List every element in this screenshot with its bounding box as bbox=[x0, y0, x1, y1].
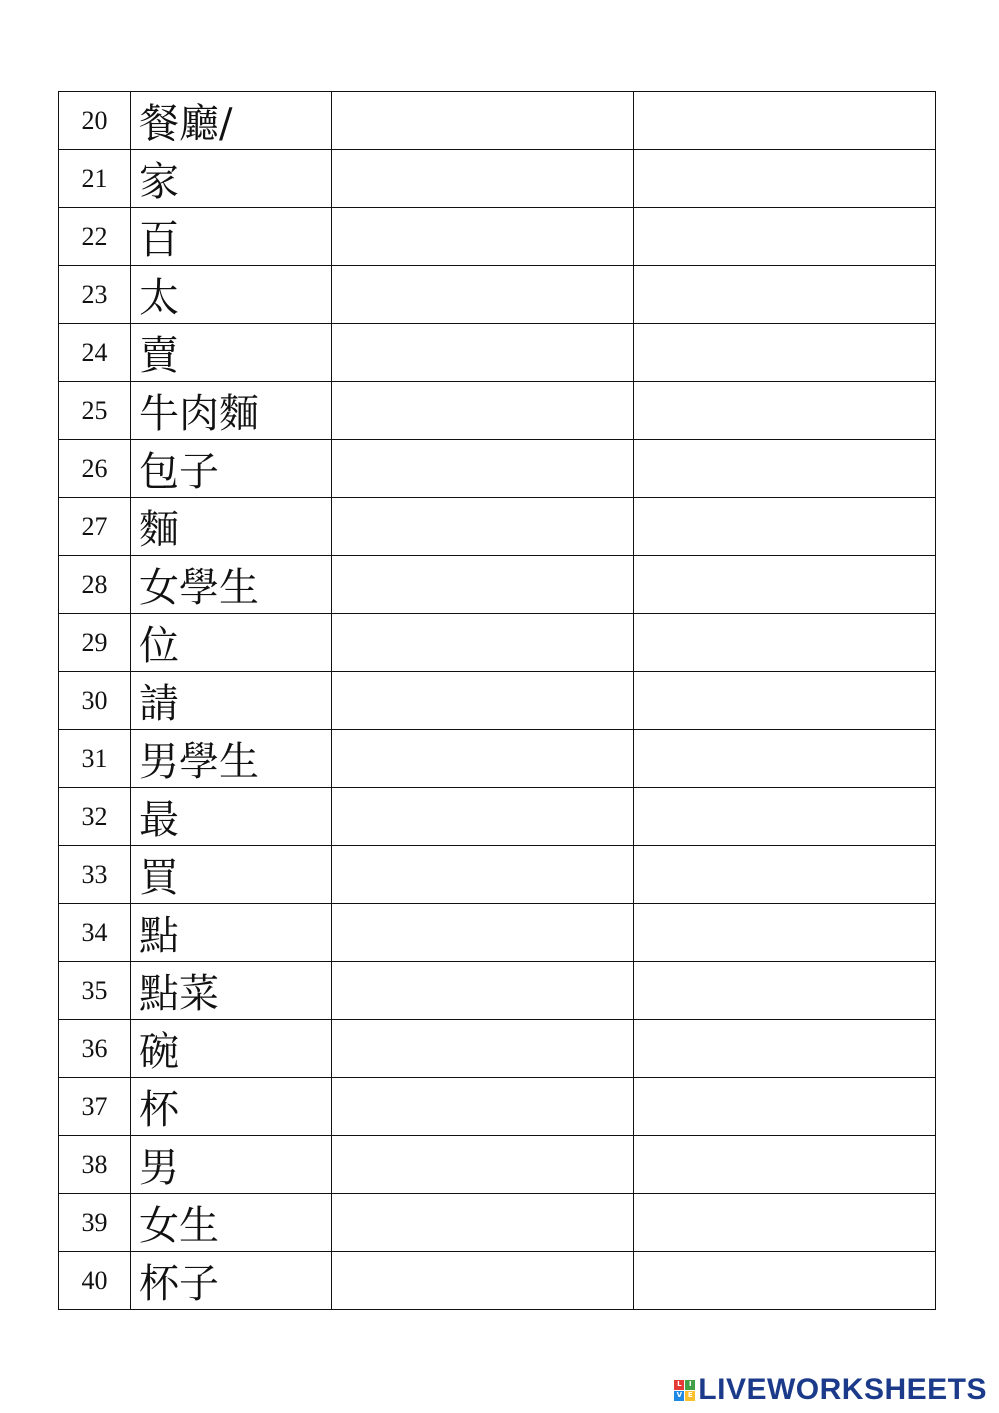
row-number: 22 bbox=[59, 208, 131, 266]
vocabulary-word: 男 bbox=[131, 1136, 332, 1194]
answer-cell-1[interactable] bbox=[332, 904, 634, 962]
answer-cell-1[interactable] bbox=[332, 1194, 634, 1252]
row-number: 31 bbox=[59, 730, 131, 788]
answer-cell-1[interactable] bbox=[332, 382, 634, 440]
liveworksheets-brand bbox=[674, 1373, 987, 1407]
row-number: 36 bbox=[59, 1020, 131, 1078]
vocabulary-word: 請 bbox=[131, 672, 332, 730]
vocabulary-word: 位 bbox=[131, 614, 332, 672]
table-row bbox=[59, 1136, 936, 1194]
row-number: 39 bbox=[59, 1194, 131, 1252]
row-number: 40 bbox=[59, 1252, 131, 1310]
table-row bbox=[59, 962, 936, 1020]
answer-cell-1[interactable] bbox=[332, 1020, 634, 1078]
answer-cell-2[interactable] bbox=[634, 730, 936, 788]
answer-cell-1[interactable] bbox=[332, 788, 634, 846]
answer-cell-1[interactable] bbox=[332, 614, 634, 672]
answer-cell-2[interactable] bbox=[634, 382, 936, 440]
answer-cell-1[interactable] bbox=[332, 556, 634, 614]
row-number: 25 bbox=[59, 382, 131, 440]
answer-cell-1[interactable] bbox=[332, 1252, 634, 1310]
row-number: 29 bbox=[59, 614, 131, 672]
answer-cell-1[interactable] bbox=[332, 498, 634, 556]
table-row bbox=[59, 1252, 936, 1310]
vocabulary-word: 餐廳/ bbox=[131, 92, 332, 150]
answer-cell-2[interactable] bbox=[634, 150, 936, 208]
answer-cell-2[interactable] bbox=[634, 1252, 936, 1310]
vocabulary-word: 女學生 bbox=[131, 556, 332, 614]
table-row bbox=[59, 498, 936, 556]
vocabulary-word: 買 bbox=[131, 846, 332, 904]
answer-cell-2[interactable] bbox=[634, 1020, 936, 1078]
answer-cell-2[interactable] bbox=[634, 1194, 936, 1252]
answer-cell-2[interactable] bbox=[634, 904, 936, 962]
table-row bbox=[59, 730, 936, 788]
answer-cell-1[interactable] bbox=[332, 1136, 634, 1194]
row-number: 27 bbox=[59, 498, 131, 556]
answer-cell-1[interactable] bbox=[332, 672, 634, 730]
answer-cell-2[interactable] bbox=[634, 324, 936, 382]
answer-cell-1[interactable] bbox=[332, 962, 634, 1020]
answer-cell-1[interactable] bbox=[332, 324, 634, 382]
vocabulary-table-body bbox=[59, 92, 936, 1310]
logo-letter: E bbox=[685, 1391, 695, 1401]
brand-name: LIVEWORKSHEETS bbox=[698, 1373, 987, 1406]
table-row bbox=[59, 672, 936, 730]
logo-letter: L bbox=[674, 1380, 684, 1390]
row-number: 34 bbox=[59, 904, 131, 962]
vocabulary-word: 點 bbox=[131, 904, 332, 962]
table-row bbox=[59, 1020, 936, 1078]
vocabulary-word: 牛肉麵 bbox=[131, 382, 332, 440]
row-number: 26 bbox=[59, 440, 131, 498]
row-number: 38 bbox=[59, 1136, 131, 1194]
table-row bbox=[59, 1078, 936, 1136]
liveworksheets-logo-icon bbox=[674, 1380, 695, 1401]
row-number: 33 bbox=[59, 846, 131, 904]
answer-cell-1[interactable] bbox=[332, 266, 634, 324]
table-row bbox=[59, 150, 936, 208]
row-number: 21 bbox=[59, 150, 131, 208]
table-row bbox=[59, 266, 936, 324]
answer-cell-2[interactable] bbox=[634, 846, 936, 904]
row-number: 35 bbox=[59, 962, 131, 1020]
table-row bbox=[59, 788, 936, 846]
answer-cell-1[interactable] bbox=[332, 92, 634, 150]
row-number: 30 bbox=[59, 672, 131, 730]
row-number: 24 bbox=[59, 324, 131, 382]
answer-cell-2[interactable] bbox=[634, 788, 936, 846]
vocabulary-word: 最 bbox=[131, 788, 332, 846]
table-row bbox=[59, 904, 936, 962]
answer-cell-1[interactable] bbox=[332, 1078, 634, 1136]
table-row bbox=[59, 556, 936, 614]
vocabulary-word: 杯 bbox=[131, 1078, 332, 1136]
vocabulary-word: 太 bbox=[131, 266, 332, 324]
vocabulary-word: 杯子 bbox=[131, 1252, 332, 1310]
vocabulary-word: 男學生 bbox=[131, 730, 332, 788]
answer-cell-2[interactable] bbox=[634, 440, 936, 498]
logo-letter: I bbox=[685, 1380, 695, 1390]
answer-cell-2[interactable] bbox=[634, 266, 936, 324]
vocabulary-word: 女生 bbox=[131, 1194, 332, 1252]
answer-cell-1[interactable] bbox=[332, 208, 634, 266]
answer-cell-2[interactable] bbox=[634, 962, 936, 1020]
vocabulary-word: 碗 bbox=[131, 1020, 332, 1078]
answer-cell-2[interactable] bbox=[634, 1078, 936, 1136]
answer-cell-2[interactable] bbox=[634, 672, 936, 730]
row-number: 37 bbox=[59, 1078, 131, 1136]
table-row bbox=[59, 324, 936, 382]
table-row bbox=[59, 208, 936, 266]
answer-cell-1[interactable] bbox=[332, 730, 634, 788]
table-row bbox=[59, 1194, 936, 1252]
row-number: 32 bbox=[59, 788, 131, 846]
answer-cell-2[interactable] bbox=[634, 208, 936, 266]
table-row bbox=[59, 846, 936, 904]
vocabulary-word: 百 bbox=[131, 208, 332, 266]
table-row bbox=[59, 92, 936, 150]
row-number: 23 bbox=[59, 266, 131, 324]
answer-cell-2[interactable] bbox=[634, 498, 936, 556]
table-row bbox=[59, 614, 936, 672]
answer-cell-2[interactable] bbox=[634, 92, 936, 150]
logo-letter: V bbox=[674, 1391, 684, 1401]
row-number: 20 bbox=[59, 92, 131, 150]
answer-cell-2[interactable] bbox=[634, 1136, 936, 1194]
answer-cell-2[interactable] bbox=[634, 614, 936, 672]
vocabulary-word: 賣 bbox=[131, 324, 332, 382]
vocabulary-table bbox=[58, 91, 936, 1310]
answer-cell-1[interactable] bbox=[332, 846, 634, 904]
row-number: 28 bbox=[59, 556, 131, 614]
table-row bbox=[59, 382, 936, 440]
answer-cell-1[interactable] bbox=[332, 150, 634, 208]
answer-cell-2[interactable] bbox=[634, 556, 936, 614]
table-row bbox=[59, 440, 936, 498]
vocabulary-word: 麵 bbox=[131, 498, 332, 556]
vocabulary-word: 點菜 bbox=[131, 962, 332, 1020]
vocabulary-word: 包子 bbox=[131, 440, 332, 498]
answer-cell-1[interactable] bbox=[332, 440, 634, 498]
vocabulary-word: 家 bbox=[131, 150, 332, 208]
